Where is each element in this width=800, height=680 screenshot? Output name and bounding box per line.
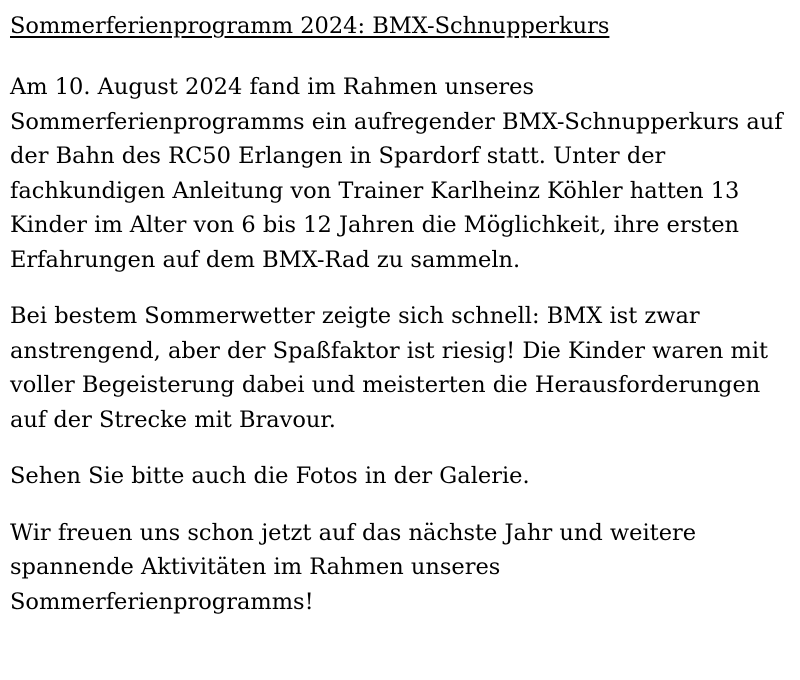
paragraph-event-summary: Am 10. August 2024 fand im Rahmen unseres Sommerferienprogramms ein aufregender BMX-Schnupperkurs auf der Bahn des RC50 Erlangen in Spardorf statt. Unter der fachkundigen Anleitung von Trainer Karlheinz Köhler hatten 13 Kinder im Alter von 6 bis 12 Jahren die Möglichkeit, ihre ersten Erfahrungen auf dem BMX-Rad zu sammeln.	[10, 74, 783, 273]
paragraph-gallery-note: Sehen Sie bitte auch die Fotos in der Galerie.	[10, 463, 530, 489]
paragraph-outlook: Wir freuen uns schon jetzt auf das nächste Jahr und weitere spannende Aktivitäten im Rahmen unseres Sommerferienprogramms!	[10, 519, 697, 615]
article	[10, 10, 790, 619]
article-title: Sommerferienprogramm 2024: BMX-Schnupperkurs	[10, 13, 610, 39]
paragraph-weather-fun: Bei bestem Sommerwetter zeigte sich schnell: BMX ist zwar anstrengend, aber der Spaßfaktor ist riesig! Die Kinder waren mit voller Begeisterung dabei und meisterten die Herausforderungen auf der Strecke mit Bravour.	[10, 303, 769, 433]
